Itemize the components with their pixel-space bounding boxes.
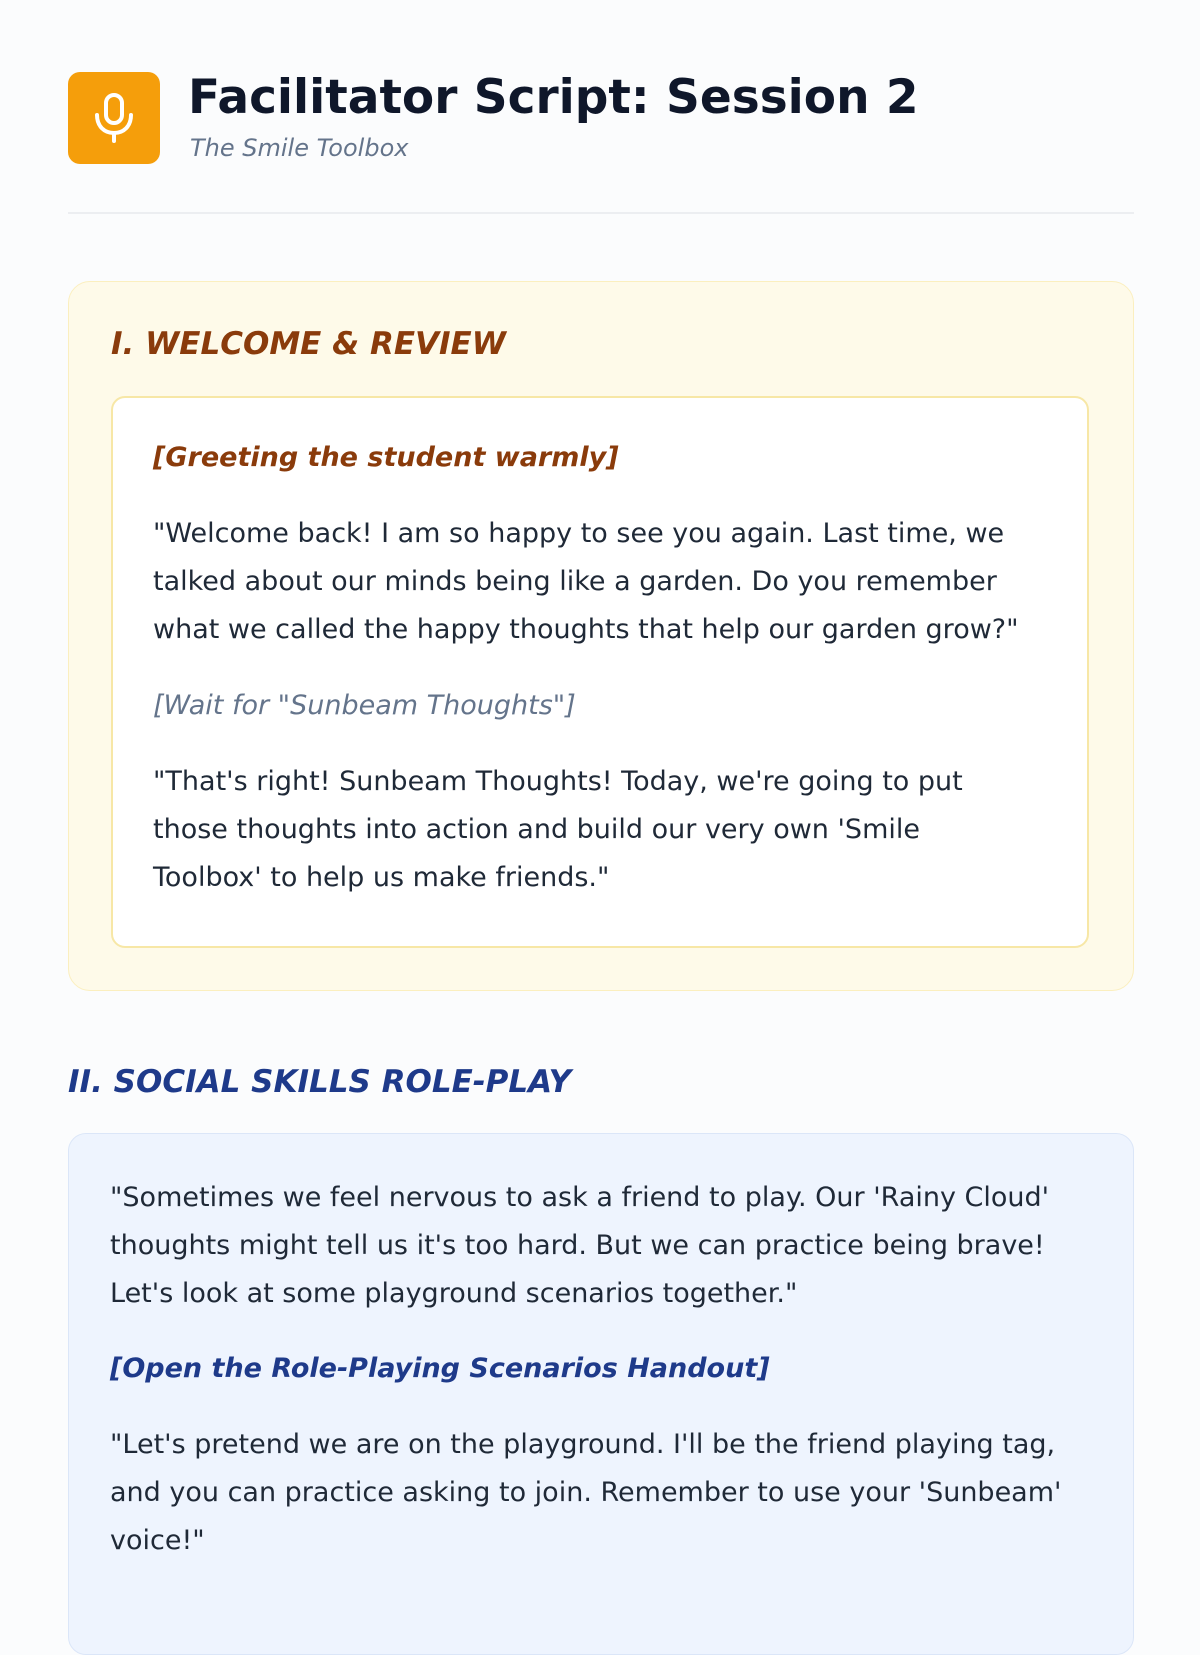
section-heading: I. WELCOME & REVIEW [111,326,506,362]
speech-welcome-back: "Welcome back! I am so happy to see you again. Last time, we talked about our minds being like a garden. Do you remember what we called the happy thoughts that help our garden grow?" [153,518,1019,645]
script-card [111,396,1089,948]
speech-pretend-playground: "Let's pretend we are on the playground. I'll be the friend playing tag, and you can practice asking to join. Remember to use your 'Sunbeam' voice!" [110,1429,1062,1556]
stage-direction-wait: [Wait for "Sunbeam Thoughts"] [153,690,576,721]
speech-thats-right: "That's right! Sunbeam Thoughts! Today, we're going to put those thoughts into action and build our very own 'Smile Toolbox' to help us make friends." [153,766,963,893]
microphone-icon [92,93,136,143]
role-play-section [68,1133,1134,1655]
stage-direction-greeting: [Greeting the student warmly] [153,442,619,473]
welcome-review-section [68,281,1134,991]
page-subtitle: The Smile Toolbox [190,134,409,162]
stage-direction-handout: [Open the Role-Playing Scenarios Handout] [110,1353,770,1384]
section-heading-role-play: II. SOCIAL SKILLS ROLE-PLAY [68,1064,572,1100]
page-title: Facilitator Script: Session 2 [188,70,919,125]
microphone-icon-badge [68,72,160,164]
page-header [68,72,1134,214]
speech-nervous: "Sometimes we feel nervous to ask a friend to play. Our 'Rainy Cloud' thoughts might tell us it's too hard. But we can practice being brave! Let's look at some playground scenarios together." [110,1182,1050,1309]
